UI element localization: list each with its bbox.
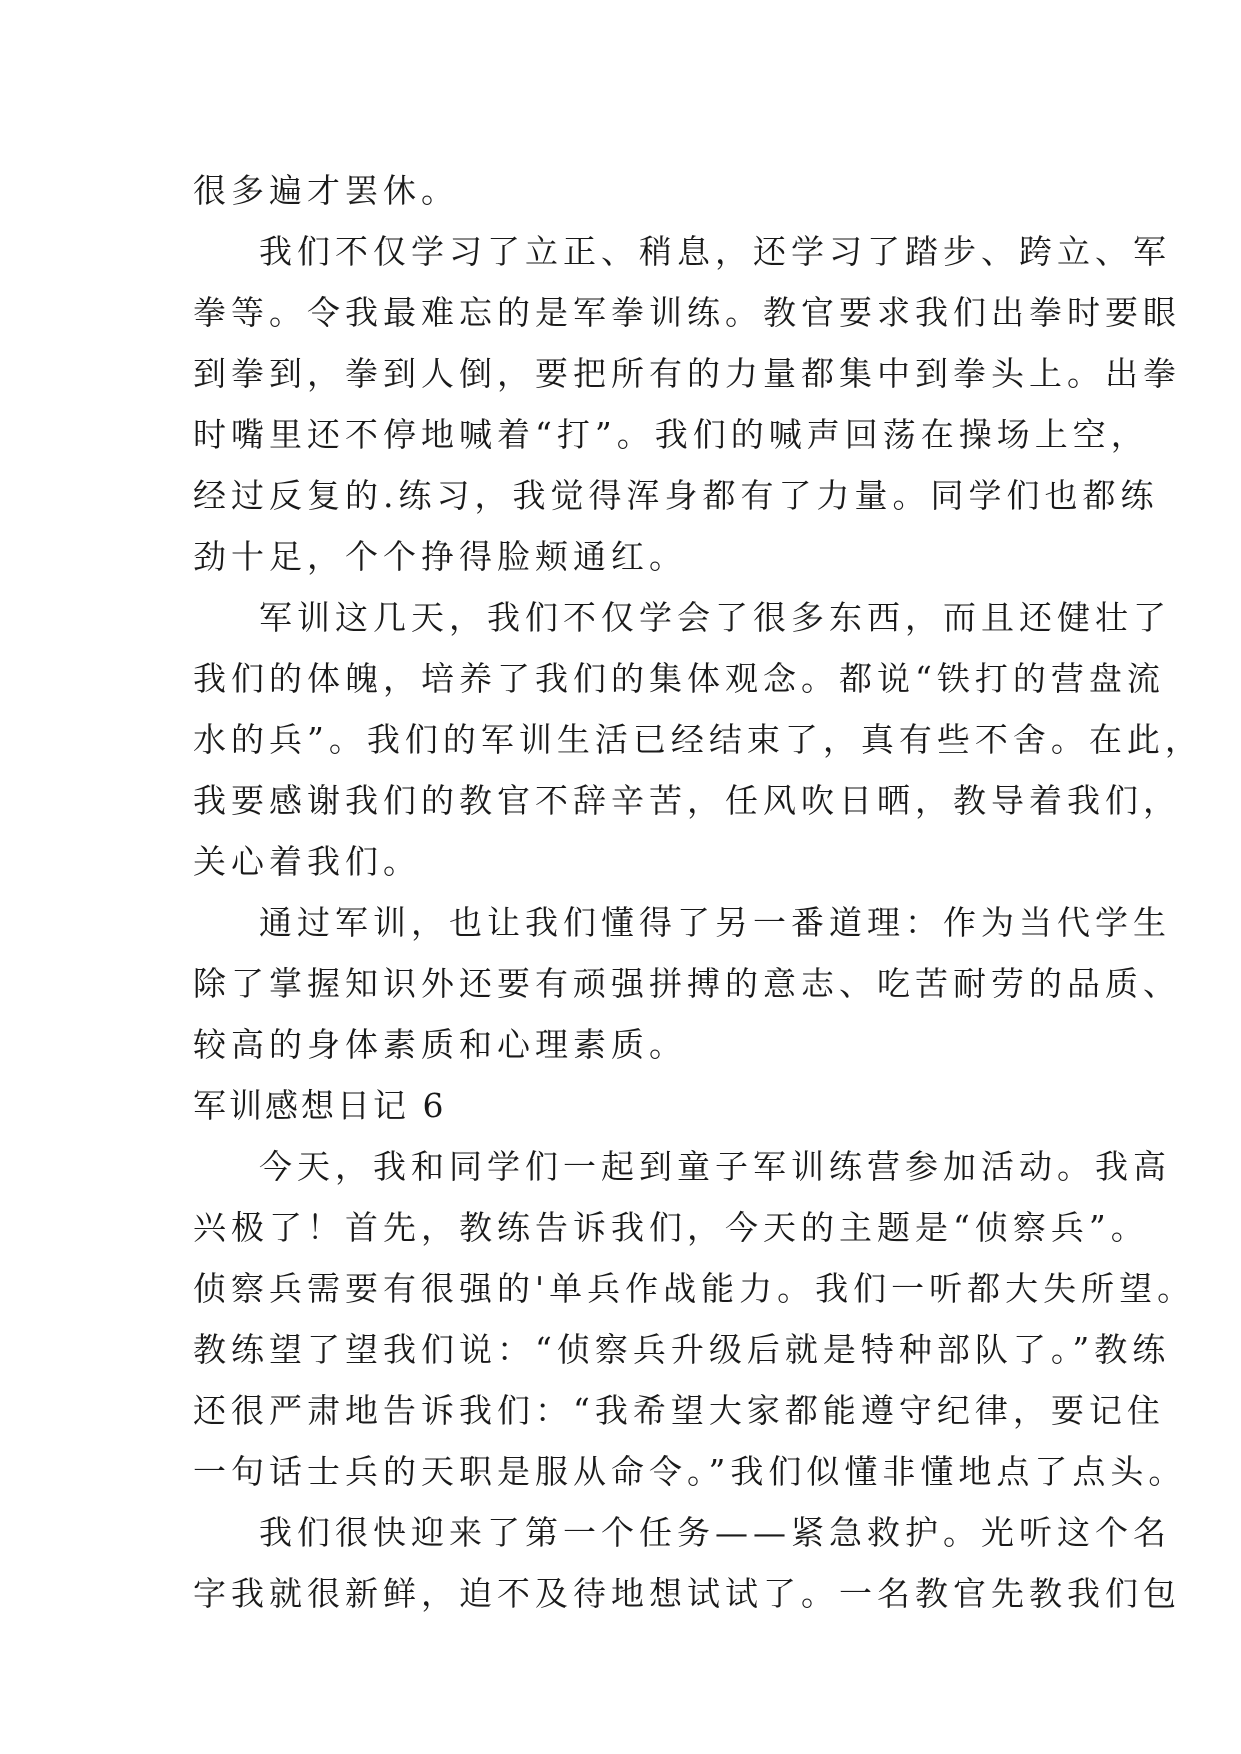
text-line: 一句话士兵的天职是服从命令。”我们似懂非懂地点了点头。 [193, 1452, 1187, 1491]
text-line: 除了掌握知识外还要有顽强拼搏的意志、吃苦耐劳的品质、 [193, 964, 1181, 1003]
text-line: 较高的身体素质和心理素质。 [193, 1025, 687, 1064]
paragraph-start-line: 通过军训，也让我们懂得了另一番道理：作为当代学生 [259, 903, 1171, 942]
document-body [193, 160, 1203, 1624]
text-line: 拳等。令我最难忘的是军拳训练。教官要求我们出拳时要眼 [193, 293, 1181, 332]
text-line: 到拳到，拳到人倒，要把所有的力量都集中到拳头上。出拳 [193, 354, 1181, 393]
text-line: 侦察兵需要有很强的'单兵作战能力。我们一听都大失所望。 [193, 1269, 1196, 1308]
paragraph-start-line: 军训这几天，我们不仅学会了很多东西，而且还健壮了 [259, 598, 1171, 637]
paragraph-start-line: 我们很快迎来了第一个任务——紧急救护。光听这个名 [259, 1513, 1171, 1552]
text-line: 兴极了！首先，教练告诉我们，今天的主题是“侦察兵”。 [193, 1208, 1149, 1247]
paragraph-start-line: 今天，我和同学们一起到童子军训练营参加活动。我高 [259, 1147, 1171, 1186]
text-line: 经过反复的.练习，我觉得浑身都有了力量。同学们也都练 [193, 476, 1159, 515]
section-heading: 军训感想日记 6 [193, 1086, 447, 1125]
text-line: 我要感谢我们的教官不辞辛苦，任风吹日晒，教导着我们， [193, 781, 1181, 820]
text-line: 很多遍才罢休。 [193, 171, 459, 210]
text-line: 关心着我们。 [193, 842, 421, 881]
text-line: 字我就很新鲜，迫不及待地想试试了。一名教官先教我们包 [193, 1574, 1181, 1613]
text-line: 还很严肃地告诉我们：“我希望大家都能遵守纪律，要记住 [193, 1391, 1165, 1430]
text-line: 水的兵”。我们的军训生活已经结束了，真有些不舍。在此， [193, 720, 1203, 759]
text-line: 教练望了望我们说：“侦察兵升级后就是特种部队了。”教练 [193, 1330, 1171, 1369]
text-line: 时嘴里还不停地喊着“打”。我们的喊声回荡在操场上空， [193, 415, 1149, 454]
paragraph-start-line: 我们不仅学习了立正、稍息，还学习了踏步、跨立、军 [259, 232, 1171, 271]
text-line: 我们的体魄，培养了我们的集体观念。都说“铁打的营盘流 [193, 659, 1165, 698]
text-line: 劲十足，个个挣得脸颊通红。 [193, 537, 687, 576]
